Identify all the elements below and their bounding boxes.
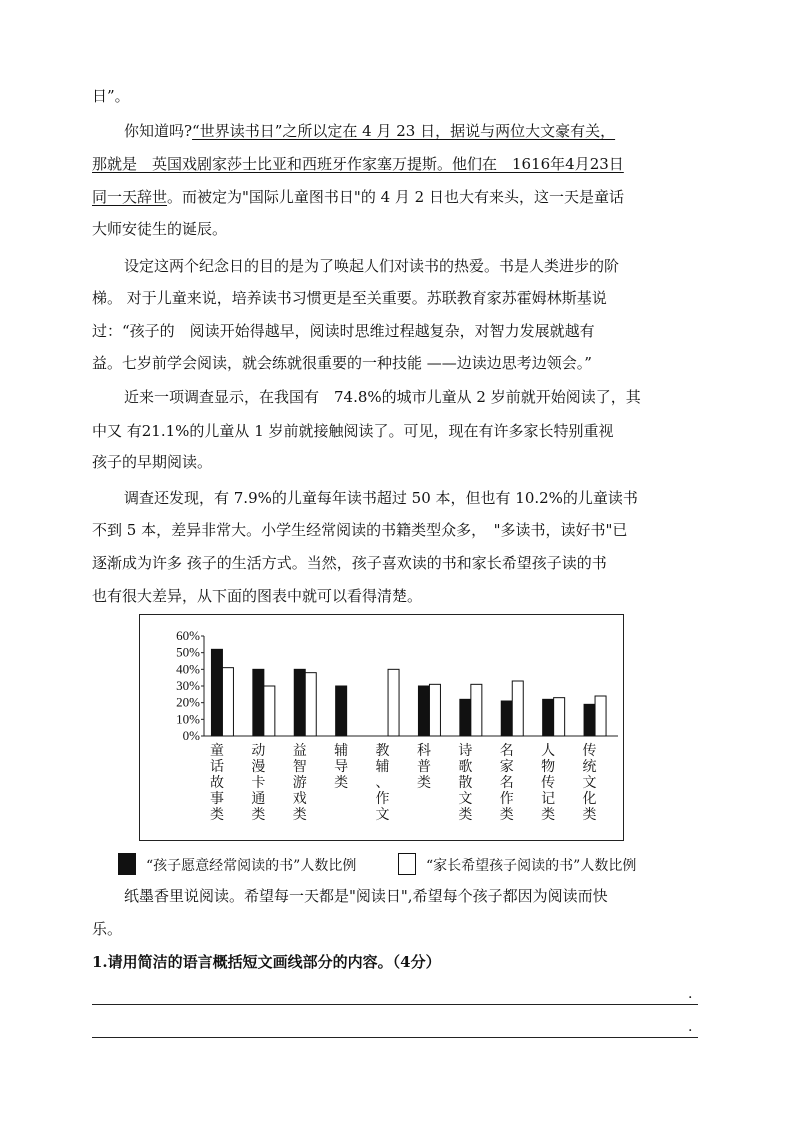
bar-parents [264,686,275,736]
closing-line: 乐。 [92,920,123,938]
paragraph-line: 也有很大差异，从下面的图表中就可以看得清楚。 [92,587,423,605]
y-tick-label: 20% [176,694,200,710]
paragraph-line [92,154,624,174]
category-label: 诗歌散文类 [458,743,473,823]
bar-children [418,686,429,736]
paragraph-line [124,121,615,141]
paragraph-line: 不到 5 本，差异非常大。小学生经常阅读的书籍类型众多， "多读书，读好书"已 [92,521,628,539]
paragraph-line: 梯。 对于儿童来说，培养读书习惯更是至关重要。苏联教育家苏霍姆林斯基说 [92,289,607,307]
legend-swatch-white [398,853,416,875]
paragraph-line: 过：“孩子的 阅读开始得越早，阅读时思维过程越复杂，对智力发展就越有 [92,322,595,340]
bar-children [211,649,222,736]
category-label: 教辅、作文 [375,743,390,823]
paragraph-line: 中又 有21.1%的儿童从 1 岁前就接触阅读了。可见，现在有许多家长特别重视 [92,422,614,440]
text-span: 你知道吗? [124,122,193,140]
bar-children [253,669,264,736]
answer-line[interactable] [92,1037,698,1038]
bar-parents [595,696,606,736]
y-tick-label: 30% [176,678,200,693]
paragraph-line: 日”。 [92,87,130,105]
paragraph-line: 大师安徒生的诞辰。 [92,220,228,238]
category-label: 科普类 [416,743,431,791]
paragraph-line: 设定这两个纪念日的目的是为了唤起人们对读书的热爱。书是人类进步的阶 [124,257,620,275]
legend-swatch-black [118,853,136,875]
paragraph-line: 近来一项调查显示，在我国有 74.8%的城市儿童从 2 岁前就开始阅读了，其 [124,388,641,406]
y-tick-label: 40% [176,661,200,677]
paragraph-line [92,187,624,207]
bar-children [336,686,347,736]
category-label: 益智游戏类 [292,743,307,823]
bar-parents [429,684,440,736]
bar-parents [554,698,565,736]
text-span: 。而被定为"国际儿童图书日"的 4 月 2 日也大有来头，这一天是童话 [167,188,624,206]
paragraph-line: 孩子的早期阅读。 [92,453,213,471]
y-tick-label: 60% [176,628,200,643]
legend-label: “家长希望孩子阅读的书”人数比例 [426,858,637,874]
answer-line[interactable] [92,1004,698,1005]
legend-label: “孩子愿意经常阅读的书”人数比例 [146,858,357,874]
y-tick-label: 50% [176,644,200,660]
closing-line: 纸墨香里说阅读。希望每一天都是"阅读日",希望每个孩子都因为阅读而快 [124,887,608,905]
bar-children [460,699,471,736]
y-tick-label: 10% [176,711,200,727]
category-label: 传统文化类 [582,743,597,823]
category-label: 辅导类 [334,743,349,791]
answer-dot: . [688,986,693,1002]
question-text: 1.请用简洁的语言概括短文画线部分的内容。（4分） [92,953,441,971]
paragraph-line: 调查还发现，有 7.9%的儿童每年读书超过 50 本，但也有 10.2%的儿童读书 [124,489,638,507]
category-label: 童话故事类 [209,743,224,823]
bar-children [584,704,595,736]
bar-chart-frame [139,614,624,841]
bar-children [543,699,554,736]
bar-parents [388,669,399,736]
underlined-text: 同一天辞世 [92,188,168,206]
paragraph-line: 逐渐成为许多 孩子的生活方式。当然，孩子喜欢读的书和家长希望孩子读的书 [92,554,607,572]
category-label: 人物传记类 [541,743,556,823]
category-label: 名家名作类 [499,743,514,823]
y-tick-label: 0% [182,728,200,743]
bar-parents [512,681,523,736]
bar-parents [222,668,233,736]
bar-children [501,701,512,736]
bar-parents [305,673,316,736]
underlined-text: “世界读书日”之所以定在 4 月 23 日，据说与两位大文豪有关， [192,122,616,140]
bar-children [294,669,305,736]
paragraph-line: 益。七岁前学会阅读，就会练就很重要的一种技能 ——边读边思考边领会。” [92,354,592,372]
underlined-text: 那就是 英国戏剧家莎士比亚和西班牙作家塞万提斯。他们在 1616年4月23日 [92,155,624,173]
category-label: 动漫卡通类 [251,743,266,823]
answer-dot: . [688,1019,693,1035]
bar-chart [140,615,622,839]
bar-parents [471,684,482,736]
